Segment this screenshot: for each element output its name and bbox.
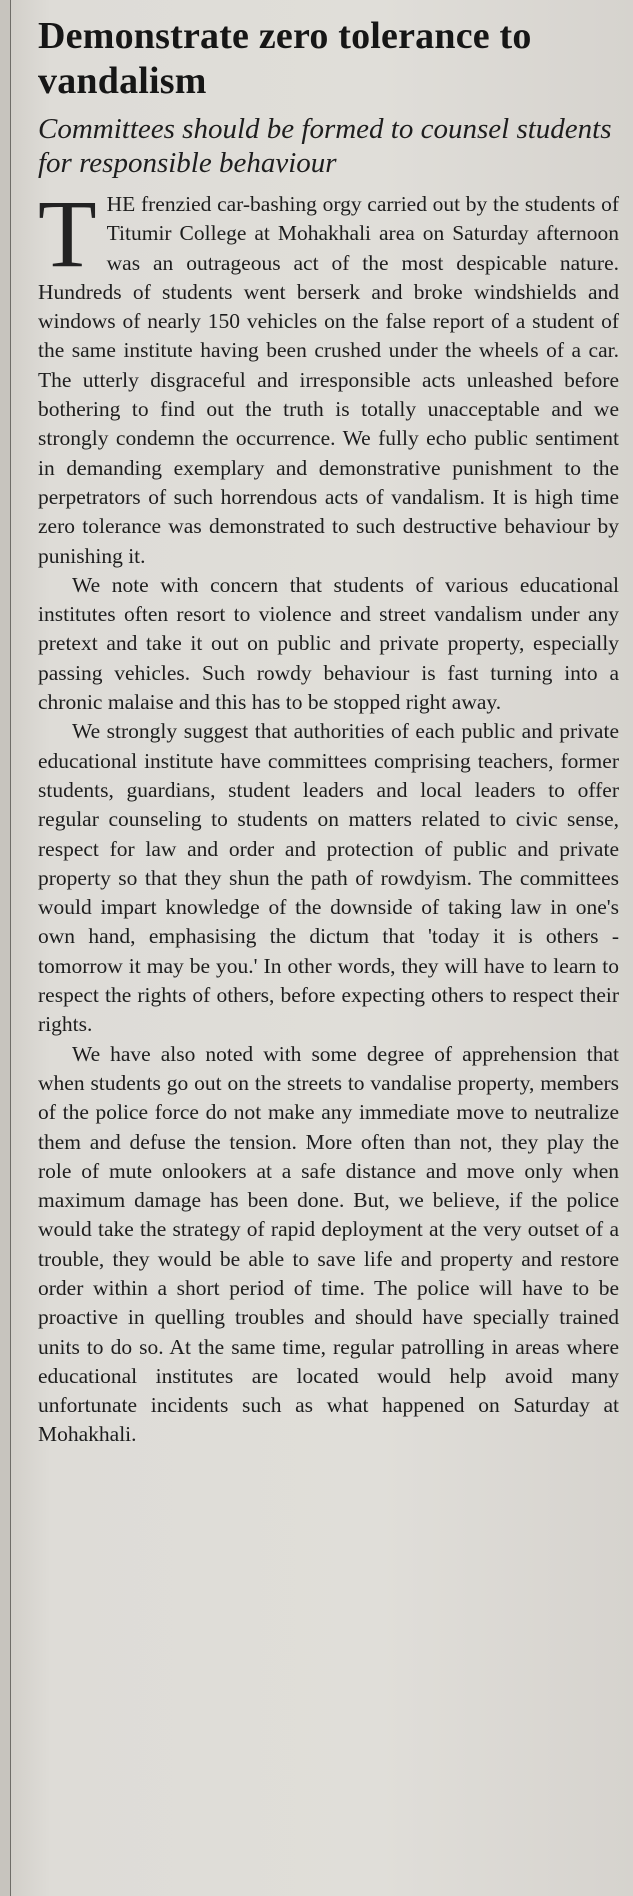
column-rule — [0, 0, 11, 1896]
headline: Demonstrate zero tolerance to vandalism — [38, 15, 532, 102]
drop-cap: T — [38, 180, 97, 287]
paragraph-4: We have also noted with some degree of apprehension that when students go out on the streets to vandalise property, members of the police force do not make any immediate move to neutralize them and defuse the tension. More often than not, they play the role of mute onlookers at a safe distance and move only when maximum damage has been done. But, we believe, if the police would take the strategy of rapid deployment at the very outset of a trouble, they would be able to save life and property and restore order within a short period of time. The police will have to be proactive in quelling troubles and should have specially trained units to do so. At the same time, regular patrolling in areas where educational institutes are located would help avoid many unfortunate incidents such as what happened on Saturday at Mohakhali. — [38, 1041, 619, 1447]
article-body — [38, 180, 619, 1450]
subheadline: Committees should be formed to counsel students for responsible behaviour — [38, 113, 612, 179]
paragraph-2: We note with concern that students of various educational institutes often resort to violence and street vandalism under any pretext and take it out on public and private property, especially passing vehicles. Such rowdy behaviour is fast turning into a chronic malaise and this has to be stopped right away. — [38, 572, 619, 715]
paragraph-1 — [38, 180, 619, 571]
paragraph-3: We strongly suggest that authorities of each public and private educational institute have committees comprising teachers, former students, guardians, student leaders and local leaders to offer regular counseling to students on matters related to civic sense, respect for law and order and protection of public and private property so that they shun the path of rowdyism. The committees would impart knowledge of the downside of taking law in one's own hand, emphasising the dictum that 'today it is others - tomorrow it may be you.' In other words, they will have to learn to respect the rights of others, before expecting others to respect their rights. — [38, 719, 619, 1037]
paragraph-1-text: HE frenzied car-bashing orgy carried out by the students of Titumir College at Mohakhali area on Saturday afternoon was an outrageous act of the most despicable nature. Hundreds of students went berserk and broke windshields and windows of nearly 150 vehicles on the false report of a student of the same institute having been crushed under the wheels of a car. The utterly disgraceful and irresponsible acts unleashed before bothering to find out the truth is totally unacceptable and we strongly condemn the occurrence. We fully echo public sentiment in demanding exemplary and demonstrative punishment to the perpetrators of such horrendous acts of vandalism. It is high time zero tolerance was demonstrated to such destructive behaviour by punishing it. — [38, 192, 619, 568]
